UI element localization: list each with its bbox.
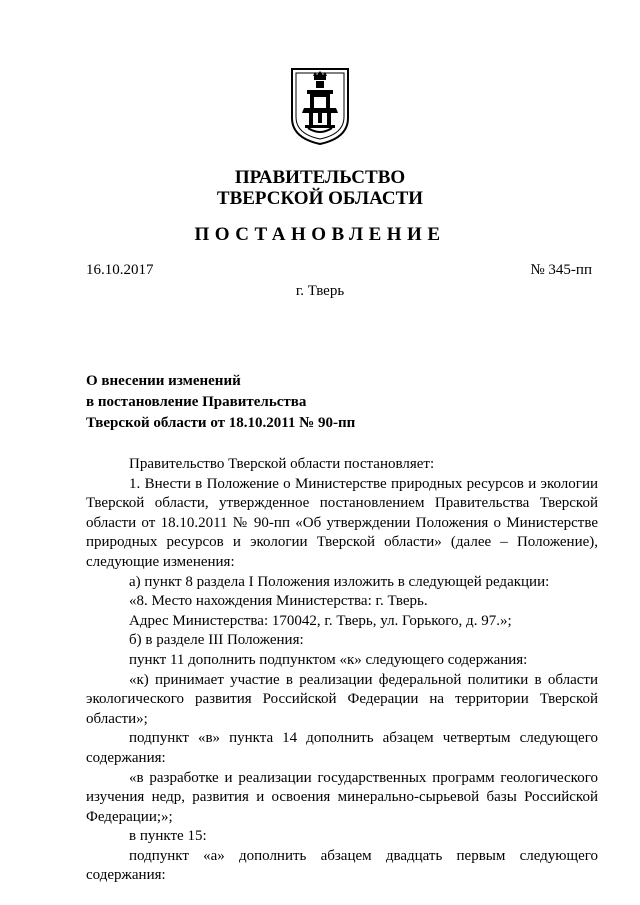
paragraph-12: подпункт «а» дополнить абзацем двадцать первым следующего содержания: xyxy=(86,847,598,884)
subject-line-1: О внесении изменений xyxy=(86,373,241,389)
paragraph-8: «к) принимает участие в реализации федеральной политики в области экологического развития Российской Федерации на территории Тверской области»; xyxy=(86,671,598,727)
paragraph-3: а) пункт 8 раздела I Положения изложить в следующей редакции: xyxy=(129,573,550,590)
paragraph-4: «8. Место нахождения Министерства: г. Тверь. xyxy=(129,593,428,610)
tver-coat-of-arms-icon xyxy=(289,66,351,146)
document-type: ПОСТАНОВЛЕНИЕ xyxy=(194,224,446,245)
document-number: № 345-пп xyxy=(530,262,592,278)
org-title-line-1: ПРАВИТЕЛЬСТВО xyxy=(234,167,406,188)
document-date: 16.10.2017 xyxy=(86,262,154,278)
paragraph-1: Правительство Тверской области постановляет: xyxy=(129,456,435,472)
document-body xyxy=(86,455,598,886)
paragraph-5: Адрес Министерства: 170042, г. Тверь, ул. Горького, д. 97.»; xyxy=(129,612,512,629)
paragraph-6: б) в разделе III Положения: xyxy=(129,632,304,649)
subject-line-2: в постановление Правительства xyxy=(86,394,307,410)
paragraph-11: в пункте 15: xyxy=(129,828,207,845)
org-title-line-2: ТВЕРСКОЙ ОБЛАСТИ xyxy=(216,188,424,209)
paragraph-2: 1. Внести в Положение о Министерстве природных ресурсов и экологии Тверской области, утвержденное постановлением Правительства Тверской области от 18.10.2011 № 90-пп «Об утверждении Положения о Министерстве природных ресурсов и экологии Тверской области» (далее – Положение), следующие изменения: xyxy=(86,475,598,570)
subject-line-3: Тверской области от 18.10.2011 № 90-пп xyxy=(86,415,356,431)
paragraph-7: пункт 11 дополнить подпунктом «к» следующего содержания: xyxy=(129,651,528,668)
paragraph-10: «в разработке и реализации государственных программ геологического изучения недр, развития и освоения минерально-сырьевой базы Российской Федерации;»; xyxy=(86,769,598,825)
document-subject xyxy=(86,371,406,434)
document-city: г. Тверь xyxy=(295,283,345,299)
paragraph-9: подпункт «в» пункта 14 дополнить абзацем четвертым следующего содержания: xyxy=(86,730,598,766)
